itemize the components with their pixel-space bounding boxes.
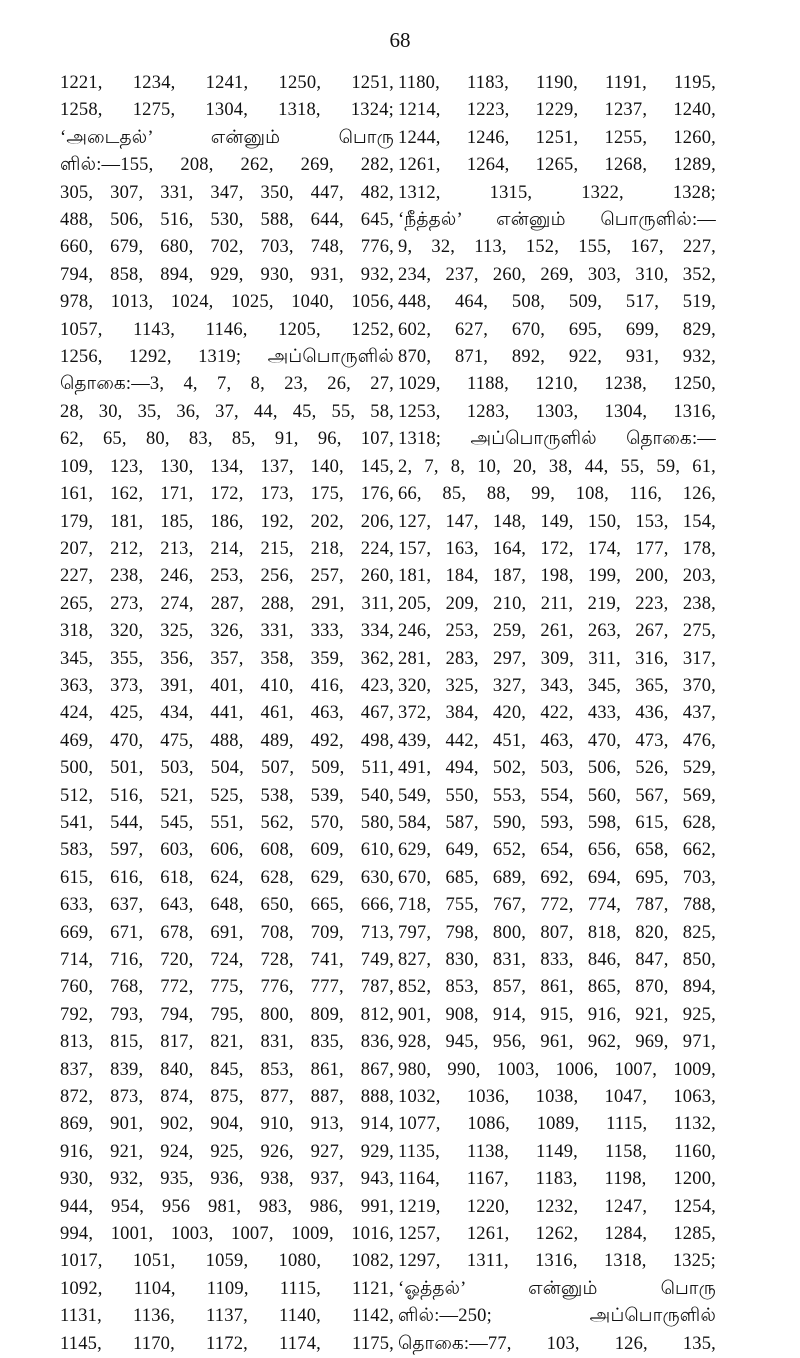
index-line: 281, 283, 297, 309, 311, 316, 317, — [398, 648, 716, 669]
index-line: 372, 384, 420, 422, 433, 436, 437, — [398, 703, 716, 724]
index-line: 1221, 1234, 1241, 1250, 1251, — [60, 73, 394, 93]
index-line: 345, 355, 356, 357, 358, 359, 362, — [60, 648, 394, 669]
index-line: 1180, 1183, 1190, 1191, 1195, — [398, 73, 716, 93]
index-line: 305, 307, 331, 347, 350, 447, 482, — [60, 182, 394, 203]
index-line: 491, 494, 502, 503, 506, 526, 529, — [398, 758, 716, 779]
index-line: 718, 755, 767, 772, 774, 787, 788, — [398, 895, 716, 916]
index-line: 1214, 1223, 1229, 1237, 1240, — [398, 100, 716, 121]
index-line: 28, 30, 35, 36, 37, 44, 45, 55, 58, — [60, 401, 394, 422]
index-line: 1253, 1283, 1303, 1304, 1316, — [398, 401, 716, 422]
index-line: 1219, 1220, 1232, 1247, 1254, — [398, 1196, 716, 1217]
index-line: 1257, 1261, 1262, 1284, 1285, — [398, 1224, 716, 1245]
index-line: 512, 516, 521, 525, 538, 539, 540, — [60, 785, 394, 806]
index-line: 127, 147, 148, 149, 150, 153, 154, — [398, 511, 716, 532]
index-line: 541, 544, 545, 551, 562, 570, 580, — [60, 812, 394, 833]
index-line: 205, 209, 210, 211, 219, 223, 238, — [398, 593, 716, 614]
index-line: 469, 470, 475, 488, 489, 492, 498, — [60, 730, 394, 751]
index-line: 246, 253, 259, 261, 263, 267, 275, — [398, 621, 716, 642]
index-line: 234, 237, 260, 269, 303, 310, 352, — [398, 264, 716, 285]
index-line: 633, 637, 643, 648, 650, 665, 666, — [60, 895, 394, 916]
index-line: 602, 627, 670, 695, 699, 829, — [398, 319, 716, 340]
index-line: 797, 798, 800, 807, 818, 820, 825, — [398, 922, 716, 943]
index-line: 1261, 1264, 1265, 1268, 1289, — [398, 155, 716, 176]
index-line: 629, 649, 652, 654, 656, 658, 662, — [398, 840, 716, 861]
index-line: 660, 679, 680, 702, 703, 748, 776, — [60, 237, 394, 258]
index-line: 930, 932, 935, 936, 938, 937, 943, — [60, 1169, 394, 1190]
index-line: 1131, 1136, 1137, 1140, 1142, — [60, 1306, 394, 1327]
index-line: 1164, 1167, 1183, 1198, 1200, — [398, 1169, 716, 1190]
index-line: 916, 921, 924, 925, 926, 927, 929, — [60, 1141, 394, 1162]
index-line: 1297, 1311, 1316, 1318, 1325; — [398, 1251, 716, 1272]
index-line: 901, 908, 914, 915, 916, 921, 925, — [398, 1004, 716, 1025]
index-line: 792, 793, 794, 795, 800, 809, 812, — [60, 1004, 394, 1025]
index-line: 615, 616, 618, 624, 628, 629, 630, — [60, 867, 394, 888]
index-line: 1312, 1315, 1322, 1328; — [398, 182, 716, 203]
index-line: 448, 464, 508, 509, 517, 519, — [398, 292, 716, 313]
index-line: 1032, 1036, 1038, 1047, 1063, — [398, 1087, 716, 1108]
index-line: 227, 238, 246, 253, 256, 257, 260, — [60, 566, 394, 587]
left-column — [60, 70, 394, 1358]
index-line: 161, 162, 171, 172, 173, 175, 176, — [60, 484, 394, 505]
index-line: 1092, 1104, 1109, 1115, 1121, — [60, 1278, 394, 1299]
index-line: 363, 373, 391, 401, 410, 416, 423, — [60, 675, 394, 696]
index-line: 670, 685, 689, 692, 694, 695, 703, — [398, 867, 716, 888]
index-line: 714, 716, 720, 724, 728, 741, 749, — [60, 950, 394, 970]
index-line: 320, 325, 327, 343, 345, 365, 370, — [398, 675, 716, 696]
index-line: 1017, 1051, 1059, 1080, 1082, — [60, 1251, 394, 1272]
index-line: 1029, 1188, 1210, 1238, 1250, — [398, 374, 716, 395]
index-line: 994, 1001, 1003, 1007, 1009, 1016, — [60, 1224, 394, 1245]
index-line: 157, 163, 164, 172, 174, 177, 178, — [398, 538, 716, 559]
index-line: 1244, 1246, 1251, 1255, 1260, — [398, 127, 716, 148]
index-line: ‘அடைதல்’ என்னும் பொரு — [60, 127, 394, 148]
index-line: 66, 85, 88, 99, 108, 116, 126, — [398, 484, 716, 505]
index-line: ளில்:—250; அப்பொருளில் — [398, 1306, 716, 1327]
index-line: 583, 597, 603, 606, 608, 609, 610, — [60, 840, 394, 861]
page-number: 68 — [389, 28, 411, 52]
index-line: 318, 320, 325, 326, 331, 333, 334, — [60, 621, 394, 642]
index-line: 794, 858, 894, 929, 930, 931, 932, — [60, 264, 394, 285]
index-line: 265, 273, 274, 287, 288, 291, 311, — [60, 593, 394, 614]
index-line: 760, 768, 772, 775, 776, 777, 787, — [60, 977, 394, 998]
index-line: 813, 815, 817, 821, 831, 835, 836, — [60, 1032, 394, 1053]
index-line: 980, 990, 1003, 1006, 1007, 1009, — [398, 1059, 716, 1080]
index-line: 1057, 1143, 1146, 1205, 1252, — [60, 319, 394, 340]
index-line: ‘ஓத்தல்’ என்னும் பொரு — [398, 1278, 716, 1299]
index-line: 488, 506, 516, 530, 588, 644, 645, — [60, 210, 394, 231]
index-line: 872, 873, 874, 875, 877, 887, 888, — [60, 1087, 394, 1108]
index-line: 869, 901, 902, 904, 910, 913, 914, — [60, 1114, 394, 1135]
index-line: 62, 65, 80, 83, 85, 91, 96, 107, — [60, 429, 394, 450]
index-line: 1258, 1275, 1304, 1318, 1324; — [60, 100, 394, 121]
index-line: 837, 839, 840, 845, 853, 861, 867, — [60, 1059, 394, 1080]
index-line: 2, 7, 8, 10, 20, 38, 44, 55, 59, 61, — [398, 456, 716, 477]
index-line: 500, 501, 503, 504, 507, 509, 511, — [60, 758, 394, 779]
index-line: 424, 425, 434, 441, 461, 463, 467, — [60, 703, 394, 724]
index-line: 1256, 1292, 1319; அப்பொருளில் — [60, 347, 394, 368]
index-line: 181, 184, 187, 198, 199, 200, 203, — [398, 566, 716, 587]
index-line: 1145, 1170, 1172, 1174, 1175, — [60, 1333, 394, 1354]
index-line: 109, 123, 130, 134, 137, 140, 145, — [60, 456, 394, 477]
index-line: ‘நீத்தல்’ என்னும் பொருளில்:— — [398, 210, 716, 231]
right-column — [398, 70, 716, 1358]
index-line: 9, 32, 113, 152, 155, 167, 227, — [398, 237, 716, 258]
index-line: 978, 1013, 1024, 1025, 1040, 1056, — [60, 292, 394, 313]
index-line: 1318; அப்பொருளில் தொகை:— — [398, 429, 716, 450]
index-line: 584, 587, 590, 593, 598, 615, 628, — [398, 812, 716, 833]
index-line: 549, 550, 553, 554, 560, 567, 569, — [398, 785, 716, 806]
index-line: 928, 945, 956, 961, 962, 969, 971, — [398, 1032, 716, 1053]
index-line: 1077, 1086, 1089, 1115, 1132, — [398, 1114, 716, 1135]
index-line: 944, 954, 956 981, 983, 986, 991, — [60, 1196, 394, 1217]
index-line: 179, 181, 185, 186, 192, 202, 206, — [60, 511, 394, 532]
index-line: 1135, 1138, 1149, 1158, 1160, — [398, 1141, 716, 1162]
index-line: 669, 671, 678, 691, 708, 709, 713, — [60, 922, 394, 943]
index-line: 439, 442, 451, 463, 470, 473, 476, — [398, 730, 716, 751]
index-line: தொகை:—77, 103, 126, 135, — [398, 1333, 716, 1354]
index-line: தொகை:—3, 4, 7, 8, 23, 26, 27, — [60, 374, 394, 395]
index-line: 207, 212, 213, 214, 215, 218, 224, — [60, 538, 394, 559]
index-line: ளில்:—155, 208, 262, 269, 282, — [60, 155, 394, 176]
index-line: 852, 853, 857, 861, 865, 870, 894, — [398, 977, 716, 998]
index-line: 827, 830, 831, 833, 846, 847, 850, — [398, 950, 716, 970]
index-line: 870, 871, 892, 922, 931, 932, — [398, 347, 716, 368]
